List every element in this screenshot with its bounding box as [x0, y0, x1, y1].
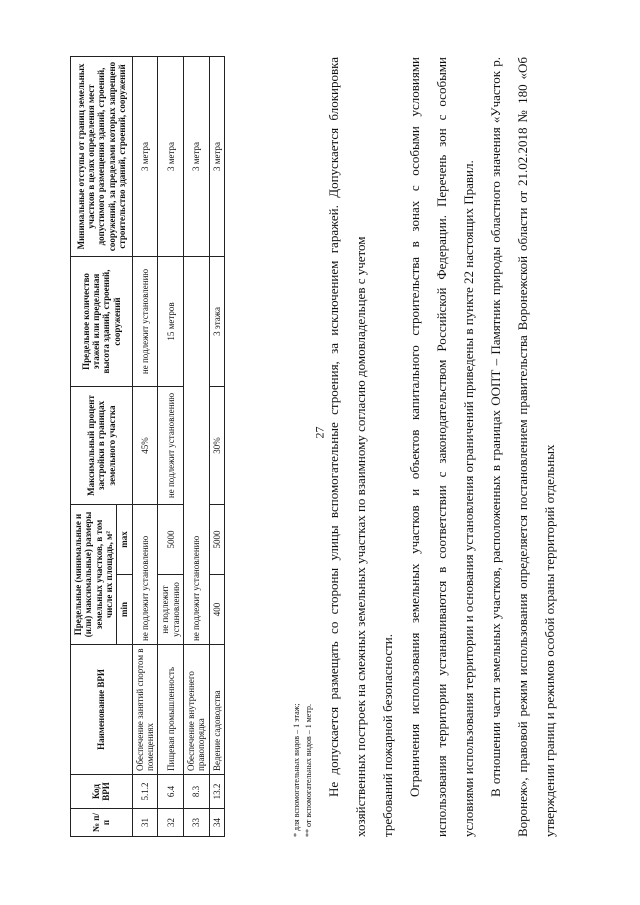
header-percent: Максимальный процент застройки в границах земельного участка [71, 386, 133, 504]
table-row [158, 56, 184, 836]
header-num: № п/п [71, 809, 133, 837]
paragraph-continuation: требований пожарной безопасности. [380, 634, 395, 837]
rotated-page-content [70, 37, 570, 867]
cell-code: 8.3 [184, 775, 210, 809]
cell-setbacks: 3 метра [209, 56, 224, 256]
cell-max: 5000 [209, 504, 224, 574]
table-footnote-1: * для вспомогательных видов – 1 этаж; [292, 703, 301, 837]
cell-sizes-merged: не подлежит установлению [184, 256, 210, 644]
cell-setbacks: 3 метра [184, 56, 210, 256]
table-row [184, 56, 210, 836]
cell-name: Обеспечение занятий спортом в помещениях [132, 645, 158, 775]
cell-percent: 30% [209, 386, 224, 504]
page-number: 27 [312, 426, 327, 439]
cell-code: 5.1.2 [132, 775, 158, 809]
header-min: min [117, 575, 132, 645]
cell-num: 31 [132, 809, 158, 837]
cell-percent: не подлежит установлению [158, 386, 184, 504]
cell-name: Ведение садоводства [209, 645, 224, 775]
cell-name: Пищевая промышленность [158, 645, 184, 775]
header-name: Наименование ВРИ [71, 645, 133, 775]
cell-min: 400 [209, 575, 224, 645]
table-row [132, 56, 158, 836]
paragraph: Ограничения использования земельных участков и объектов капитального строительства в зонах с особыми условиями использования территории устанавливаются в соответствии с законодательством Российской Федерации. Перечень зон с особыми условиями использования территории и основания установления ограничений приведены в пункте 22 настоящих Правил. [407, 57, 476, 837]
table-footnote-2: ** от вспомогательных видов – 1 метр. [304, 704, 313, 837]
table-header-row [71, 56, 117, 836]
cell-sizes-merged: не подлежит установлению [132, 504, 158, 644]
cell-percent: 45% [132, 386, 158, 504]
cell-code: 13.2 [209, 775, 224, 809]
paragraph: Не допускается размещать со стороны улицы вспомогательные строения, за исключением гаражей. Допускается блокировка хозяйственных построек на смежных земельных участках по взаимному согласию домовладельцев с учетом [326, 57, 368, 837]
paragraph: В отношении части земельных участков, расположенных в границах ООПТ – Памятник природы областного значения «Участок р. Воронеж», правовой режим использования определяется постановлением правительства Воронежской области от 21.02.2018 № 180 «Об утверждении границ и режимов особой охраны территорий отдельных [488, 57, 557, 837]
cell-num: 32 [158, 809, 184, 837]
cell-min: не подлежит установлению [158, 575, 184, 645]
land-use-norms-table [70, 56, 225, 837]
cell-num: 34 [209, 809, 224, 837]
cell-setbacks: 3 метра [158, 56, 184, 256]
body-text [320, 57, 563, 837]
header-sizes: Предельные (минимальные и (или) максимальные) размеры земельных участков, в том числе их площадь, м² [71, 504, 117, 644]
cell-name: Обеспечение внутреннего правопорядка [184, 645, 210, 775]
header-setbacks: Минимальные отступы от границ земельных участков в целях определения мест допустимого размещения зданий, строений, сооружений, за пределами которых запрещено строительство зданий, строений, сооружений [71, 56, 133, 256]
cell-num: 33 [184, 809, 210, 837]
header-code: Код ВРИ [71, 775, 133, 809]
header-floors: Предельное количество этажей или предельная высота зданий, строений, сооружений [71, 256, 133, 386]
cell-max: 5000 [158, 504, 184, 574]
table-row [209, 56, 224, 836]
header-max: max [117, 504, 132, 574]
cell-setbacks: 3 метра [132, 56, 158, 256]
cell-floors: 3 этажа [209, 256, 224, 386]
cell-floors: 15 метров [158, 256, 184, 386]
cell-floors: не подлежит установлению [132, 256, 158, 386]
cell-code: 6.4 [158, 775, 184, 809]
